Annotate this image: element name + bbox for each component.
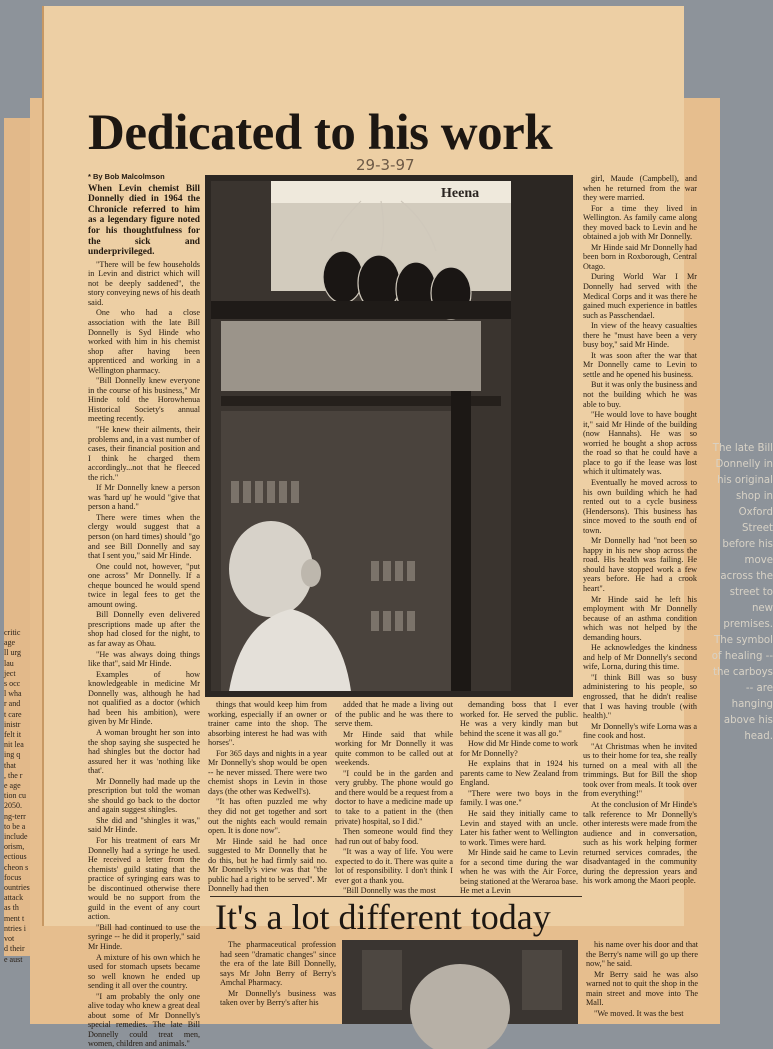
article-lede: When Levin chemist Bill Donnelly died in 1964 the Chronicle referred to him as a legendary figure noted for his thoughtfulness for the sick and underprivileged.	[88, 183, 200, 258]
fragment-line: , the r	[4, 770, 23, 780]
fragment-line: s occ	[4, 679, 21, 689]
fragment-line: ountries	[4, 883, 30, 893]
handwritten-date: 29-3-97	[356, 156, 415, 174]
paragraph: One who had a close association with the late Bill Donnelly is Syd Hinde who worked with him in his chemist shop after having been apprenticed and working in a Wellington pharmacy.	[88, 308, 200, 375]
article-column-2	[208, 700, 327, 894]
paragraph: It was soon after the war that Mr Donnelly came to Levin to settle and he opened his business.	[583, 350, 697, 379]
fragment-line: focus	[4, 872, 22, 882]
paragraph: "I think Bill was so busy administering to his people, so engrossed, that he didn't realise that I was having trouble (with health)."	[583, 672, 697, 721]
paragraph: He acknowledges the kindness and help of Mr Donnelly's second wife, Lorna, during this time.	[583, 643, 697, 672]
paragraph: Then someone would find they had run out of baby food.	[335, 827, 453, 846]
chemist-shop-interior-image	[211, 181, 511, 691]
second-article-headline: It's a lot different today	[215, 897, 551, 937]
paragraph: "He was always doing things like that", said Mr Hinde.	[88, 649, 200, 669]
paragraph: "He would love to have bought it," said Mr Hinde of the building (now Hannahs). He was so worried he bought a shop across the road so that he could have a place to go if the lease was lost which it ultimately was.	[583, 410, 697, 477]
column-2-body	[208, 700, 327, 894]
fragment-line: ing q	[4, 750, 21, 760]
paragraph: There were times when the clergy would suggest that a person (on hard times) should "go and see Bill Donnelly and say that I sent you," said Mr Hinde.	[88, 512, 200, 561]
paragraph: If Mr Donnelly knew a person was 'hard up' he would "give that person a hand."	[88, 483, 200, 512]
paragraph: For a time they lived in Wellington. As family came along they moved back to Levin and he obtained a job with Mr Donnelly.	[583, 203, 697, 242]
fragment-line: ng-terr	[4, 811, 26, 821]
paragraph: One could not, however, "put one across" Mr Donnelly. If a cheque bounced he would spend twice in legal fees to get the amount owing.	[88, 561, 200, 609]
paragraph: In view of the heavy casualties there he "must have been a very busy boy," said Mr Hinde.	[583, 321, 697, 350]
paragraph: Mr Donnelly's wife Lorna was a fine cook and host.	[583, 721, 697, 741]
column-1-body	[88, 260, 200, 1049]
paragraph: For 365 days and nights in a year Mr Donnelly's shop would be open -- he never missed. There were two chemist shops in Levin in those days (the other was Kedwell's).	[208, 748, 327, 796]
paragraph: Mr Donnelly's business was taken over by Berry's after his	[220, 988, 336, 1008]
second-article-column-2	[586, 940, 698, 1024]
fragment-line: lau	[4, 658, 14, 668]
fragment-line: inistr	[4, 719, 21, 729]
article-column-5	[583, 174, 697, 894]
paragraph: A mixture of his own which he used for stomach upsets became so well known he ended up sending it all over the country.	[88, 952, 200, 991]
paragraph: During World War I Mr Donnelly had served with the Medical Corps and it was there he gained much experience in battles such as Passchendael.	[583, 272, 697, 320]
photo-caption: The late Bill Donnelly in his original shop in Oxford Street before his move across the street to new premises. The symbol of healing -- the carboys -- are hanging above his head.	[711, 443, 773, 742]
paragraph: "Bill had continued to use the syringe -- he did it properly," said Mr Hinde.	[88, 922, 200, 951]
paragraph: Mr Donnelly had made up the prescription but told the woman she should go back to the doctor and again suggest shingles.	[88, 776, 200, 815]
paragraph: "We moved. It was the best	[594, 1008, 684, 1018]
paragraph: How did Mr Hinde come to work for Mr Donnelly?	[460, 739, 578, 758]
fragment-line: felt it	[4, 730, 22, 740]
second-article-photograph	[342, 940, 578, 1024]
paragraph: Examples of how knowledgeable in medicine Mr Donnelly was, although he had not qualified as a doctor (which had been his ambition), were given by Mr Hinde.	[88, 669, 200, 727]
byline: * By Bob Malcolmson	[88, 172, 165, 181]
article-column-1	[88, 172, 200, 1049]
paragraph: girl, Maude (Campbell), and when he returned from the war they were married.	[583, 174, 697, 203]
paragraph: Mr Berry said he was also warned not to quit the shop in the main street and move into The Mall.	[586, 969, 698, 1008]
paragraph: A woman brought her son into the shop saying she suspected he had shingles but the doctor had assured her it was 'nothing like that'.	[88, 727, 200, 776]
article-headline: Dedicated to his work	[88, 105, 553, 161]
paragraph: Mr Hinde said he had once suggested to Mr Donnelly that he do this, but he had firmly said no. Mr Donnelly's view was that "the public had a right to be served". Mr Donnelly had then	[208, 836, 327, 894]
paragraph: "He knew their ailments, their problems and, in a vast number of cases, their financial position and I think he charged them accordingly...not that he fleeced the rich."	[88, 425, 200, 482]
paragraph: Mr Hinde said that while working for Mr Donnelly it was quite common to be called out at weekends.	[335, 729, 453, 768]
paragraph: "Bill Donnelly knew everyone in the course of his business," Mr Hinde told the Horowhenua Historical Society's annual meeting recently.	[88, 376, 200, 424]
paragraph: "There will be few households in Levin and district which will not be deeply saddened", the story conveying news of his death said.	[88, 259, 200, 307]
paragraph: "It has often puzzled me why they did not get together and sort out the nights each would remain open. It is done now".	[208, 797, 327, 836]
fragment-line: to be a	[4, 821, 26, 831]
fragment-line: nit lea	[4, 740, 24, 750]
column-4-body	[460, 700, 578, 896]
fragment-line: attack	[4, 893, 24, 903]
paragraph: "I could be in the garden and very grubby. The phone would go and there would be a request from a doctor to have a medicine made up to take to a patient in the (then private) hospital, so I did."	[335, 768, 453, 826]
fragment-line: cheon s	[4, 862, 29, 872]
second-article-column-1	[220, 940, 336, 1024]
paragraph: added that he made a living out of the public and he was there to serve them.	[335, 700, 453, 729]
paragraph: Eventually he moved across to his own building which he had rented out to a cycle business (Hendersons). This business has since moved to the south end of town.	[583, 477, 697, 535]
paragraph: She did and "shingles it was," said Mr Hinde.	[88, 815, 200, 835]
paragraph: "There were two boys in the family. I was one."	[460, 788, 578, 808]
paragraph: He said they initially came to Levin and stayed with an uncle. Later his father went to Wellington to work. Times were hard.	[460, 809, 578, 847]
paragraph: Bill Donnelly even delivered prescriptions made up after the shop had closed for the night, to as far away as Ohau.	[88, 610, 200, 649]
paragraph: "It was a way of life. You were expected to do it. There was quite a lot of responsibility. I don't think I ever got a thank you.	[335, 847, 453, 885]
paragraph: He explains that in 1924 his parents came to New Zealand from England.	[460, 759, 578, 788]
paragraph: At the conclusion of Mr Hinde's talk reference to Mr Donnelly's other interests were made from the audience and in conversation, such as his work helping former returned services comrades, the disadvantaged in the community during the depression years and his work among the Maori people.	[583, 800, 697, 886]
second-column-2-body	[586, 940, 698, 1018]
fragment-line: e age	[4, 781, 21, 791]
article-column-4	[460, 700, 578, 896]
portrait-image	[342, 940, 578, 1024]
fragment-line: that	[4, 760, 16, 770]
fragment-line: include	[4, 832, 28, 842]
paragraph: For his treatment of ears Mr Donnelly had a syringe he used. He received a letter from the chemists' guild stating that the practice of syringing ears was to be discontinued otherwise there would be no support from the guild in the event of any court action.	[88, 835, 200, 922]
paragraph: But it was only the business and not the building which he was able to buy.	[583, 380, 697, 409]
fragment-line: 2050.	[4, 801, 22, 811]
second-column-1-body	[220, 940, 336, 1008]
fragment-line: critic	[4, 628, 21, 637]
column-5-body	[583, 174, 697, 886]
fragment-line: d their	[4, 944, 25, 954]
paragraph: The pharmaceutical profession had seen "dramatic changes" since the era of the late Bill Donnelly, says Mr John Berry of Berry's Amchal Pharmacy.	[220, 940, 336, 988]
paragraph: "Bill Donnelly was the most	[343, 886, 436, 896]
fragment-line: age	[4, 638, 16, 648]
paragraph: Mr Donnelly had "not been so happy in his new shop across the road. His health was failing. He should have stopped work a few years before. He had a crook heart".	[583, 536, 697, 593]
fragment-line: ll urg	[4, 648, 21, 658]
fragment-line: ectious	[4, 852, 27, 862]
fragment-line: vot	[4, 934, 15, 944]
column-3-body	[335, 700, 453, 896]
fragment-line: e aust	[4, 954, 23, 964]
fragment-line: orism,	[4, 842, 25, 852]
paragraph: "At Christmas when he invited us to their home for tea, she really turned on a meal with all the trimmings. But for Bill the shop took over from meals. It took over from everything!"	[583, 741, 697, 799]
paragraph: "I am probably the only one alive today who knew a great deal about some of Mr Donnelly's special remedies. The late Bill Donnelly could treat men, women, children and animals."	[88, 991, 200, 1049]
fragment-line: t care	[4, 709, 22, 719]
paragraph: Mr Hinde said he came to Levin for a second time during the war when he was with the Air Force, being stationed at the Weraroa base. He met a Levin	[460, 848, 578, 896]
fragment-line: tion cu	[4, 791, 26, 801]
fragment-line: l wha	[4, 689, 22, 699]
fragment-line: ment t	[4, 913, 25, 923]
paragraph: his name over his door and that the Berry's name will go up there now," he said.	[586, 940, 698, 969]
adjacent-clipping-text	[4, 628, 32, 965]
paragraph: demanding boss that I ever worked for. He served the public. He was a very kindly man but behind the scene it was all go."	[460, 700, 578, 738]
article-column-3	[335, 700, 453, 896]
fragment-line: as th	[4, 903, 19, 913]
fragment-line: ject	[4, 668, 16, 678]
svg-text:Heena: Heena	[441, 186, 480, 201]
paragraph: Mr Hinde said Mr Donnelly had been born in Roxborough, Central Otago.	[583, 242, 697, 271]
fragment-line: ntries i	[4, 923, 26, 933]
paragraph: Mr Hinde said he left his employment with Mr Donnelly because of an asthma condition which was not helped by the demanding hours.	[583, 594, 697, 642]
fragment-line: r and	[4, 699, 21, 709]
paragraph: things that would keep him from working, especially if an owner or trainer came into the shop. The absorbing interest he had was with horses".	[208, 700, 327, 748]
